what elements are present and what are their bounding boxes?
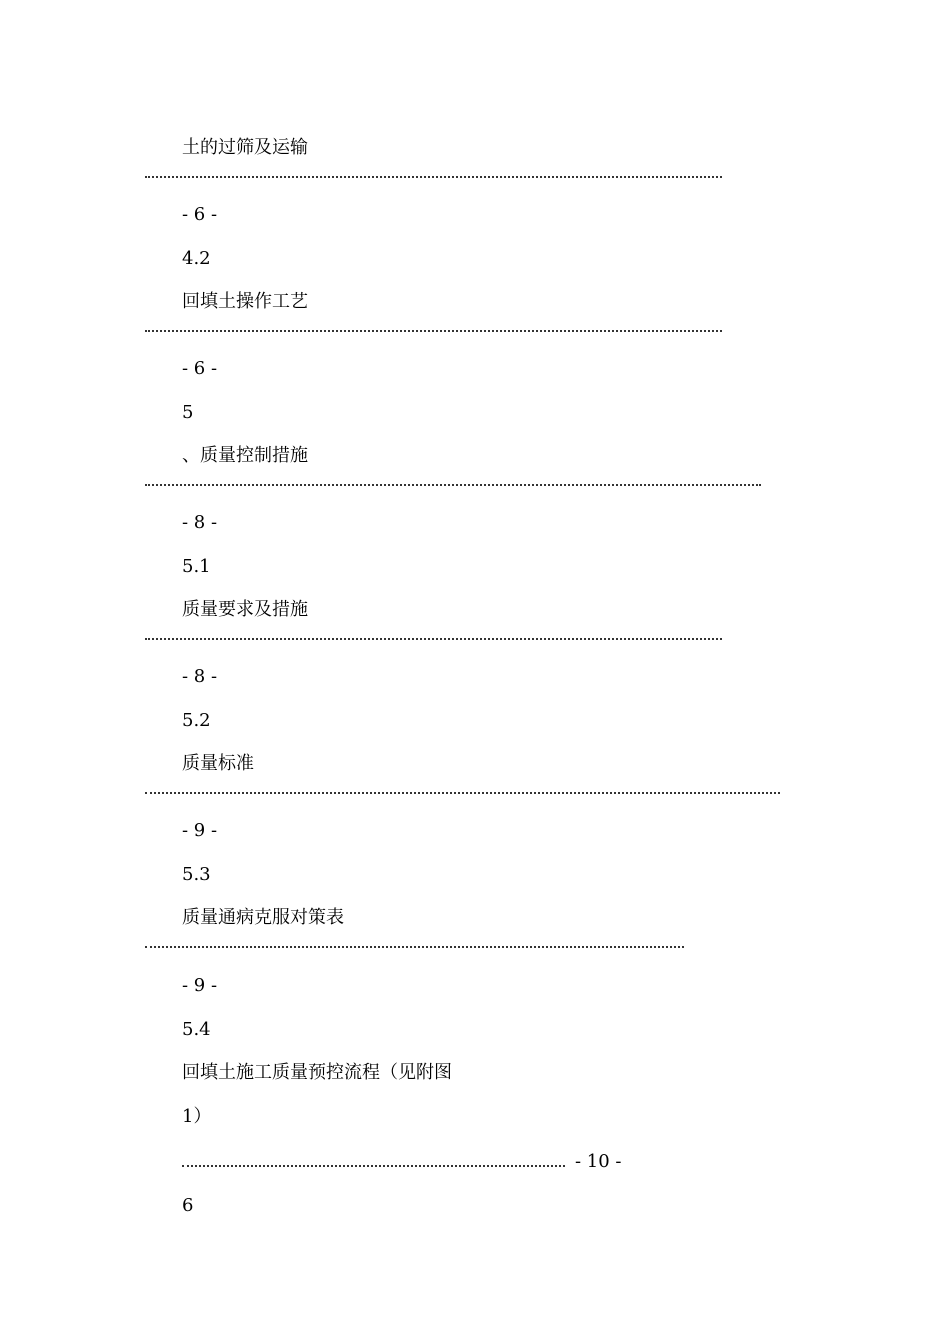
toc-page-number: - 10 - xyxy=(575,1151,622,1172)
toc-entry-title: 回填土操作工艺 xyxy=(182,291,308,312)
toc-section-number: 5.3 xyxy=(182,864,211,885)
toc-section-number: 5.1 xyxy=(182,556,211,577)
toc-page-number: - 6 - xyxy=(182,358,218,379)
toc-page-number: - 9 - xyxy=(182,820,218,841)
toc-page-number: - 6 - xyxy=(182,204,218,225)
toc-entry-title: 质量要求及措施 xyxy=(182,599,308,620)
toc-dot-leader xyxy=(145,936,684,948)
toc-dot-leader xyxy=(145,628,722,640)
toc-dot-leader xyxy=(145,166,722,178)
toc-entry-title: 质量标准 xyxy=(182,753,254,774)
toc-section-number: 5.2 xyxy=(182,710,211,731)
toc-section-number: 5 xyxy=(182,402,194,423)
toc-entry-title: 回填土施工质量预控流程（见附图 xyxy=(182,1062,452,1083)
toc-dot-leader xyxy=(145,474,761,486)
toc-page-number: - 8 - xyxy=(182,666,218,687)
toc-dot-leader xyxy=(145,320,722,332)
toc-page-number: - 9 - xyxy=(182,975,218,996)
toc-section-number: 6 xyxy=(182,1195,194,1216)
toc-section-number: 4.2 xyxy=(182,248,211,269)
toc-entry-title: 土的过筛及运输 xyxy=(182,137,308,158)
toc-entry-title: 质量通病克服对策表 xyxy=(182,907,344,928)
toc-section-number: 5.4 xyxy=(182,1019,211,1040)
toc-page-number: - 8 - xyxy=(182,512,218,533)
toc-entry-title-continued: 1） xyxy=(182,1106,212,1127)
toc-dot-leader xyxy=(145,782,780,794)
toc-dot-leader xyxy=(182,1155,565,1167)
toc-entry-title: 、质量控制措施 xyxy=(182,445,308,466)
